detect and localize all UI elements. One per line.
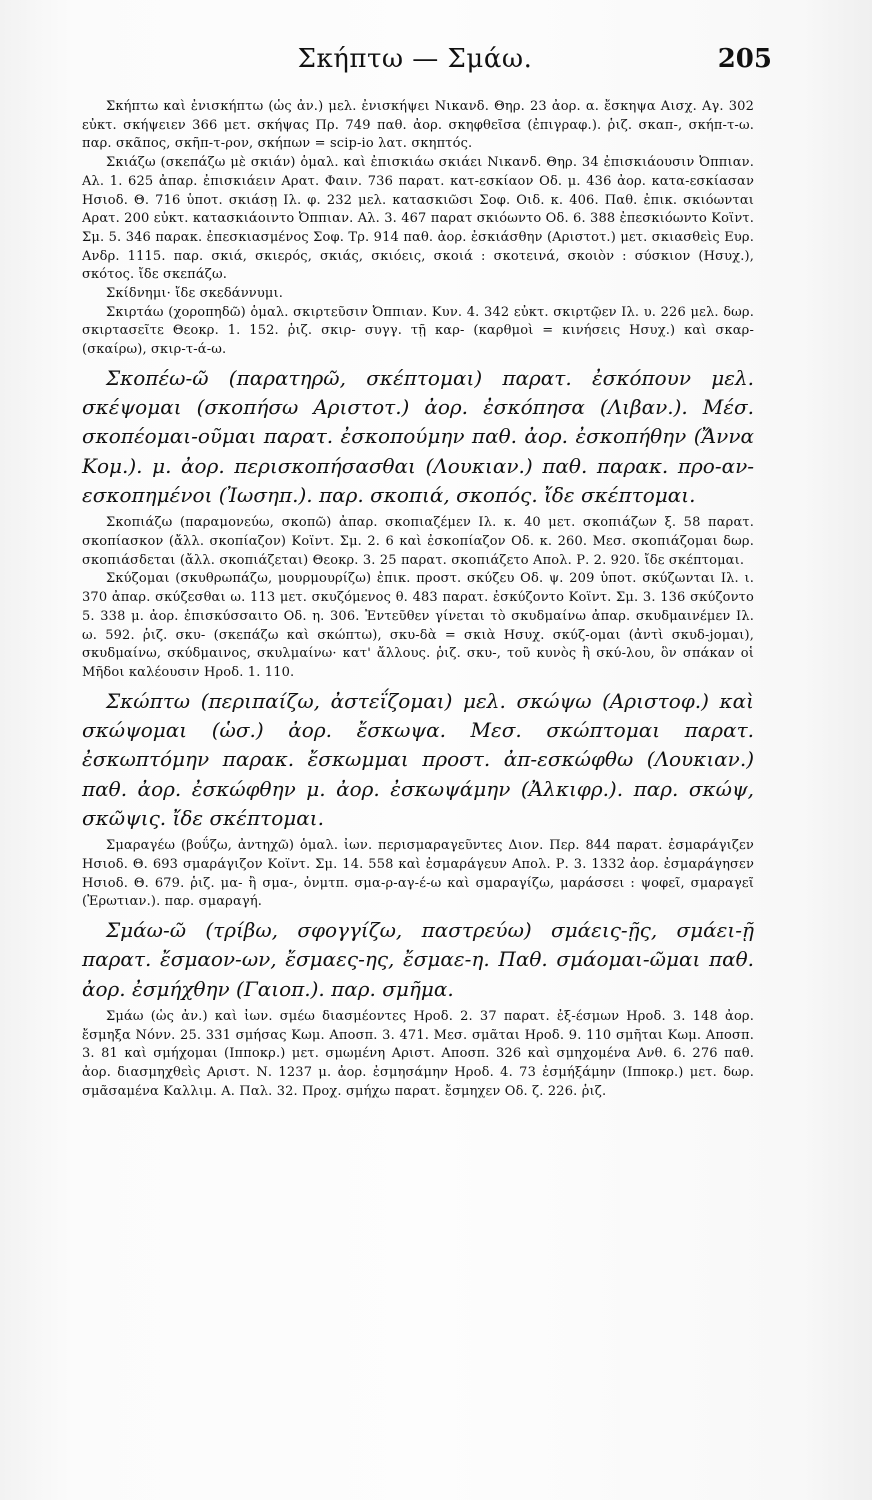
entry-smao: Σμάω-ῶ (τρίβω, σφογγίζω, παστρεύω) σμάεις-ῇς, σμάει-ῇ παρατ. ἔσμαον-ων, ἔσμαες-ης, ἔσμαε-η. Παθ. σμάομαι-ῶμαι παθ. ἀορ. ἐσμήχθην (Γαιοπ.). παρ. σμῆμα. (82, 917, 754, 1001)
entry-skirtao: Σκιρτάω (χοροπηδῶ) ὁμαλ. σκιρτεῦσιν Ὀππιαν. Κυν. 4. 342 εὐκτ. σκιρτῷεν Ιλ. υ. 226 μελ. δωρ. σκιρτασεῖτε Θεοκρ. 1. 152. ῥιζ. σκιρ- συγγ. τῇ καρ- (καρθμοὶ = κινήσεις Ησυχ.) καὶ σκαρ- (σκαίρω), σκιρ-τ-ά-ω. (82, 304, 754, 358)
page-number: 205 (717, 44, 772, 74)
entry-skidnemi: Σκίδνημι· ἴδε σκεδάννυμι. (106, 286, 284, 302)
dictionary-body (82, 98, 754, 1101)
running-title: Σκήπτω — Σμάω. (297, 44, 533, 74)
entry-skopeo: Σκοπέω-ῶ (παρατηρῶ, σκέπτομαι) παρατ. ἐσκόπουν μελ. σκέψομαι (σκοπήσω Αριστοτ.) ἀορ. ἐσκόπησα (Λιβαν.). Μέσ. σκοπέομαι-οῦμαι παρατ. ἐσκοπούμην παθ. ἀορ. ἐσκοπήθην (Ἄννα Κομ.). μ. ἀορ. περισκοπήσασθαι (Λουκιαν.) παθ. παρακ. προ-αν-εσκοπημένοι (Ἰωσηπ.). παρ. σκοπιά, σκοπός. ἴδε σκέπτομαι. (82, 365, 754, 508)
entry-skepto: Σκήπτω καὶ ἐνισκήπτω (ὡς ἀν.) μελ. ἐνισκήψει Νικανδ. Θηρ. 23 ἀορ. α. ἔσκηψα Αισχ. Αγ. 302 εὐκτ. σκήψειεν 366 μετ. σκήψας Πρ. 749 παθ. ἀορ. σκηφθεῖσα (ἐπιγραφ.). ῥιζ. σκαπ-, σκήπ-τ-ω. παρ. σκᾶπος, σκῆπ-τ-ρον, σκήπων = scip-io λατ. σκηπτός. (82, 99, 754, 152)
entry-skiazo: Σκιάζω (σκεπάζω μὲ σκιάν) ὁμαλ. καὶ ἐπισκιάω σκιάει Νικανδ. Θηρ. 34 ἐπισκιάουσιν Ὀππιαν. Αλ. 1. 625 ἀπαρ. ἐπισκιάειν Αρατ. Φαιν. 736 παρατ. κατ-εσκίαον Οδ. μ. 436 ἀορ. κατα-εσκίασαν Ησιοδ. Θ. 716 ὑποτ. σκιάσῃ Ιλ. φ. 232 μελ. κατασκιῶσι Σοφ. Οιδ. κ. 406. Παθ. ἐπικ. σκιόωνται Αρατ. 200 εὐκτ. κατασκιάοιντο Ὀππιαν. Αλ. 3. 467 παρατ σκιόωντο Οδ. 6. 388 ἐπεσκιόωντο Κοϊντ. Σμ. 5. 346 παρακ. ἐπεσκιασμένος Σοφ. Τρ. 914 παθ. ἀορ. ἐσκιάσθην (Αριστοτ.) μετ. σκιασθεὶς Ευρ. Ανδρ. 1115. παρ. σκιά, σκιερός, σκιάς, σκιόεις, σκοιά : σκοτεινά, σκοιὸν : σύσκιον (Ησυχ.), σκότος. ἴδε σκεπάζω. (82, 155, 754, 283)
page-header (60, 44, 770, 84)
entry-smarageo: Σμαραγέω (βοΰζω, ἀντηχῶ) ὁμαλ. ἰων. περισμαραγεῦντες Διον. Περ. 844 παρατ. ἐσμαράγιζεν Ησιοδ. Θ. 693 σμαράγιζον Κοϊντ. Σμ. 14. 558 καὶ ἐσμαράγευν Απολ. Ρ. 3. 1332 ἀορ. ἐσμαράγησεν Ησιοδ. Θ. 679. ῥιζ. μα- ἢ σμα-, ὀνμτπ. σμα-ρ-αγ-έ-ω καὶ σμαραγίζω, μαράσσει : ψοφεῖ, σμαραγεῖ (Ἐρωτιαν.). παρ. σμαραγή. (82, 838, 754, 910)
entry-skopto: Σκώπτω (περιπαίζω, ἀστεΐζομαι) μελ. σκώψω (Αριστοφ.) καὶ σκώψομαι (ὡσ.) ἀορ. ἔσκωψα. Μεσ. σκώπτομαι παρατ. ἐσκωπτόμην παρακ. ἔσκωμμαι προστ. ἀπ-εσκώφθω (Λουκιαν.) παθ. ἀορ. ἐσκώφθην μ. ἀορ. ἐσκωψάμην (Ἀλκιφρ.). παρ. σκώψ, σκῶψις. ἴδε σκέπτομαι. (82, 688, 754, 830)
entry-skyzomai: Σκύζομαι (σκυθρωπάζω, μουρμουρίζω) ἐπικ. προστ. σκύζευ Οδ. ψ. 209 ὑποτ. σκύζωνται Ιλ. ι. 370 ἀπαρ. σκύζεσθαι ω. 113 μετ. σκυζόμενος θ. 483 παρατ. ἐσκύζοντο Κοϊντ. Σμ. 3. 136 σκύζοντο 5. 338 μ. ἀορ. ἐπισκύσσαιτο Οδ. η. 306. Ἐντεῦθεν γίνεται τὸ σκυδμαίνω ἀπαρ. σκυδμαινέμεν Ιλ. ω. 592. ῥιζ. σκυ- (σκεπάζω καὶ σκώπτω), σκυ-δὰ = σκιὰ Ησυχ. σκύζ-ομαι (ἀντὶ σκυδ-jομαι), σκυδμαίνω, σκύδμαινος, σκυλμαίνω· κατ' ἄλλους. ῥιζ. σκυ-, τοῦ κυνὸς ἢ σκύ-λου, ὃν σπάκαν οἱ Μῆδοι καλέουσιν Ηροδ. 1. 110. (82, 571, 754, 680)
entry-smao-ionic: Σμάω (ὡς ἀν.) καὶ ἰων. σμέω διασμέοντες Ηροδ. 2. 37 παρατ. ἐξ-έσμων Ηροδ. 3. 148 ἀορ. ἔσμηξα Νόνν. 25. 331 σμήσας Κωμ. Αποσπ. 3. 471. Μεσ. σμᾶται Ηροδ. 9. 110 σμῆται Κωμ. Αποσπ. 3. 81 καὶ σμήχομαι (Ιπποκρ.) μετ. σμωμένη Αριστ. Αποσπ. 326 καὶ σμηχομένα Ανθ. 6. 276 παθ. ἀορ. διασμηχθεὶς Αριστ. Ν. 1237 μ. ἀορ. ἐσμησάμην Ηροδ. 4. 73 ἐσμήξάμην (Ιπποκρ.) μετ. δωρ. σμᾶσαμένα Καλλιμ. Α. Παλ. 32. Προχ. σμήχω παρατ. ἔσμηχεν Οδ. ζ. 226. ῥιζ. (82, 1008, 754, 1099)
entry-skopiazo: Σκοπιάζω (παραμονεύω, σκοπῶ) ἀπαρ. σκοπιαζέμεν Ιλ. κ. 40 μετ. σκοπιάζων ξ. 58 παρατ. σκοπίασκον (ἄλλ. σκοπίαζον) Κοϊντ. Σμ. 2. 6 καὶ ἐσκοπίαζον Οδ. κ. 260. Μεσ. σκοπιάζομαι δωρ. σκοπιάσδεται (ἄλλ. σκοπιάζεται) Θεοκρ. 3. 25 παρατ. σκοπιάζετο Απολ. Ρ. 2. 920. ἴδε σκέπτομαι. (82, 515, 754, 568)
